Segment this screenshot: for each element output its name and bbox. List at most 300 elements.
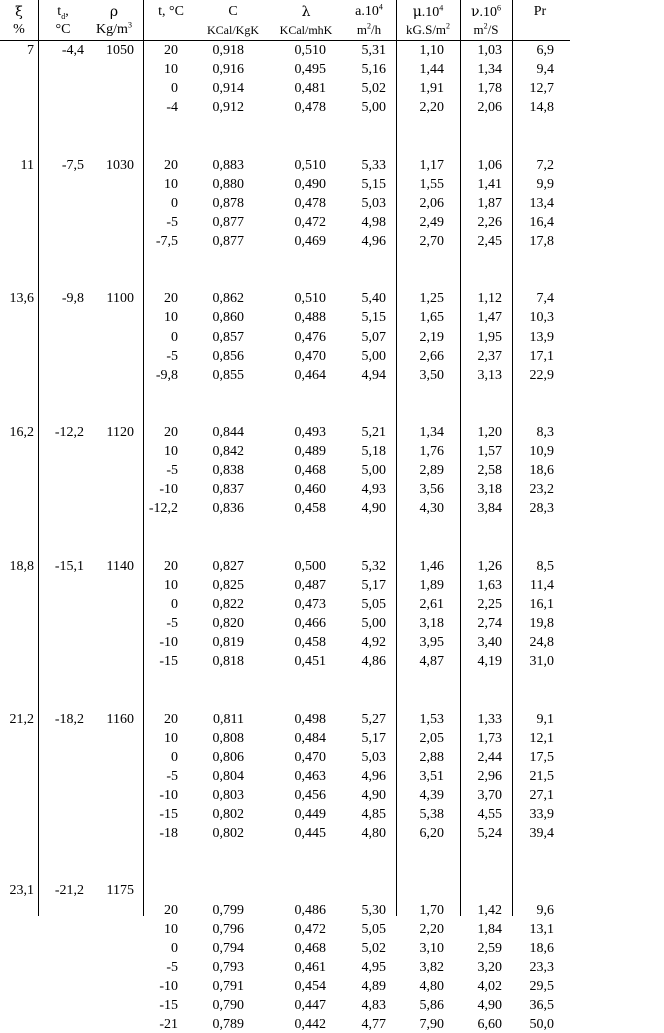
cell-pr: 33,9 [529,807,554,822]
cell-nu: 1,95 [477,329,502,345]
cell-t: 10 [164,310,178,326]
cell-t: 20 [164,558,178,574]
cell-pr: 13,4 [529,195,554,211]
cell-mu: 1,55 [419,176,444,192]
header-xi-unit: % [13,22,25,37]
cell-pr: 18,6 [529,940,554,956]
cell-nu: 3,13 [477,367,502,383]
cell-a: 4,90 [361,787,386,803]
header-a-unit-sup: 2 [367,21,371,31]
cell-nu: 4,90 [477,998,502,1013]
cell-a: 5,03 [361,195,386,211]
cell-c: 0,794 [212,940,244,956]
cell-c: 0,802 [212,807,244,822]
cell-nu: 3,70 [477,787,502,803]
cell-a: 5,15 [361,176,386,192]
header-td-suffix: , [65,4,69,19]
cell-td: -7,5 [61,157,84,173]
cell-lambda: 0,487 [294,577,326,593]
header-c [196,4,270,38]
cell-nu: 2,96 [477,768,502,784]
cell-td: -12,2 [54,425,84,440]
cell-a: 5,40 [361,291,386,307]
cell-c: 0,918 [212,43,244,58]
cell-mu: 1,65 [419,310,444,326]
cell-mu: 2,20 [419,921,444,937]
cell-lambda: 0,468 [294,940,326,956]
cell-mu: 4,30 [419,501,444,517]
cell-xi: 18,8 [9,558,34,574]
cell-a: 4,94 [361,367,386,383]
header-nu-unit-sup: 2 [483,21,488,31]
cell-pr: 24,8 [529,635,554,651]
cell-t: 0 [171,81,178,97]
cell-lambda: 0,458 [294,635,326,651]
cell-t: -10 [159,978,178,994]
header-a-unit: m [356,22,367,37]
header-lambda-unit: KCal/mhK [279,23,333,37]
cell-c: 0,877 [212,234,244,249]
cell-td: -9,8 [61,291,84,307]
column-divider [143,0,144,916]
header-td-unit: °C [55,22,71,37]
cell-t: 20 [164,157,178,173]
cell-c: 0,827 [212,558,244,574]
cell-t: -18 [159,826,178,842]
cell-lambda: 0,473 [294,596,326,612]
cell-a: 5,03 [361,749,386,765]
cell-c: 0,803 [212,787,244,803]
cell-a: 4,90 [361,501,386,517]
cell-a: 4,89 [361,978,386,994]
cell-a: 4,95 [361,959,386,975]
cell-nu: 4,55 [477,807,502,822]
cell-pr: 17,8 [529,234,554,249]
cell-a: 5,30 [361,902,386,918]
cell-t: -15 [159,807,178,822]
cell-lambda: 0,472 [294,214,326,230]
cell-nu: 1,42 [477,902,502,918]
cell-nu: 1,33 [477,711,502,727]
header-pr [512,4,568,22]
header-mu-unit: kG.S/m [405,22,447,37]
cell-lambda: 0,449 [294,807,326,822]
cell-a: 5,16 [361,62,386,78]
cell-mu: 3,51 [419,768,444,784]
cell-td: -21,2 [54,883,84,899]
cell-c: 0,790 [212,998,244,1013]
cell-a: 5,31 [361,43,386,58]
cell-lambda: 0,488 [294,310,326,326]
header-a-label: a.10 [355,4,379,19]
cell-nu: 2,58 [477,463,502,479]
cell-mu: 2,19 [419,329,444,345]
cell-t: -21 [159,1017,178,1033]
cell-mu: 2,49 [419,214,444,230]
header-nu-sup: 6 [497,3,501,13]
cell-c: 0,856 [212,348,244,364]
cell-a: 5,18 [361,444,386,460]
cell-nu: 2,44 [477,749,502,765]
cell-pr: 9,9 [536,176,554,192]
cell-pr: 27,1 [529,787,554,803]
header-nu-symbol: ν [470,4,480,20]
cell-a: 4,80 [361,826,386,842]
cell-a: 5,27 [361,711,386,727]
cell-nu: 2,25 [477,596,502,612]
cell-pr: 14,8 [529,100,554,116]
cell-pr: 16,1 [529,596,554,612]
cell-nu: 2,45 [477,234,502,249]
cell-pr: 17,5 [529,749,554,765]
cell-t: 10 [164,62,178,78]
cell-a: 5,17 [361,577,386,593]
cell-nu: 1,26 [477,558,502,574]
cell-rho: 1175 [106,883,134,899]
cell-lambda: 0,476 [294,329,326,345]
cell-a: 5,05 [361,921,386,937]
cell-lambda: 0,445 [294,826,326,842]
cell-c: 0,822 [212,596,244,612]
header-rho [86,4,142,38]
cell-xi: 23,1 [9,883,34,899]
cell-td: -18,2 [54,711,84,727]
cell-a: 5,00 [361,100,386,116]
cell-mu: 1,44 [419,62,444,78]
cell-c: 0,883 [212,157,244,173]
cell-c: 0,877 [212,214,244,230]
cell-mu: 3,56 [419,482,444,498]
cell-pr: 31,0 [529,654,554,670]
cell-c: 0,857 [212,329,244,345]
cell-mu: 4,39 [419,787,444,803]
cell-xi: 11 [20,157,34,173]
cell-c: 0,825 [212,577,244,593]
cell-lambda: 0,460 [294,482,326,498]
header-xi-symbol: ξ [15,4,23,20]
cell-rho: 1100 [106,291,134,307]
cell-t: -5 [166,768,178,784]
cell-t: 10 [164,577,178,593]
cell-pr: 21,5 [529,768,554,784]
cell-a: 5,33 [361,157,386,173]
cell-mu: 3,82 [419,959,444,975]
cell-td: -15,1 [54,558,84,574]
cell-nu: 2,26 [477,214,502,230]
cell-t: 20 [164,425,178,440]
cell-pr: 16,4 [529,214,554,230]
cell-nu: 1,47 [477,310,502,326]
cell-c: 0,799 [212,902,244,918]
cell-pr: 10,3 [529,310,554,326]
header-c-symbol: C [228,4,238,19]
cell-c: 0,791 [212,978,244,994]
cell-nu: 3,40 [477,635,502,651]
cell-xi: 13,6 [9,291,34,307]
header-mu-unit-sup: 2 [446,21,451,31]
cell-nu: 1,63 [477,577,502,593]
header-rule [0,40,570,41]
cell-mu: 1,46 [419,558,444,574]
cell-t: -5 [166,348,178,364]
cell-lambda: 0,469 [294,234,326,249]
cell-lambda: 0,447 [294,998,326,1013]
cell-nu: 3,84 [477,501,502,517]
cell-c: 0,880 [212,176,244,192]
cell-pr: 7,4 [536,291,554,307]
cell-lambda: 0,472 [294,921,326,937]
cell-a: 5,02 [361,940,386,956]
cell-a: 5,00 [361,616,386,631]
cell-c: 0,819 [212,635,244,651]
cell-lambda: 0,481 [294,81,326,97]
cell-mu: 2,89 [419,463,444,479]
cell-mu: 1,91 [419,81,444,97]
cell-nu: 1,03 [477,43,502,58]
cell-lambda: 0,442 [294,1017,326,1033]
cell-c: 0,802 [212,826,244,842]
cell-t: 0 [171,749,178,765]
cell-a: 5,15 [361,310,386,326]
header-t-label: t, °C [158,4,184,19]
cell-t: 10 [164,730,178,746]
cell-lambda: 0,498 [294,711,326,727]
cell-t: -5 [166,959,178,975]
cell-mu: 1,70 [419,902,444,918]
cell-lambda: 0,495 [294,62,326,78]
cell-a: 5,21 [361,425,386,440]
cell-pr: 13,1 [529,921,554,937]
cell-nu: 1,20 [477,425,502,440]
cell-nu: 6,60 [477,1017,502,1033]
cell-lambda: 0,454 [294,978,326,994]
cell-a: 4,96 [361,768,386,784]
cell-lambda: 0,510 [294,291,326,307]
column-divider [396,0,397,916]
cell-a: 5,00 [361,463,386,479]
cell-c: 0,855 [212,367,244,383]
cell-t: 10 [164,176,178,192]
cell-mu: 4,80 [419,978,444,994]
header-nu-unit-tail: /S [487,22,499,37]
cell-nu: 3,18 [477,482,502,498]
cell-nu: 1,34 [477,62,502,78]
cell-lambda: 0,489 [294,444,326,460]
cell-mu: 4,87 [419,654,444,670]
header-c-unit: KCal/KgK [207,23,259,37]
header-mu-label: .10 [421,5,440,20]
cell-xi: 16,2 [9,425,34,440]
cell-t: 10 [164,921,178,937]
cell-lambda: 0,458 [294,501,326,517]
cell-pr: 8,5 [536,558,554,574]
cell-pr: 12,7 [529,81,554,97]
cell-t: -7,5 [155,234,178,249]
cell-lambda: 0,451 [294,654,326,670]
cell-a: 4,83 [361,998,386,1013]
cell-c: 0,912 [212,100,244,116]
cell-pr: 29,5 [529,978,554,994]
cell-a: 4,92 [361,635,386,651]
header-mu [396,4,460,38]
cell-mu: 3,95 [419,635,444,651]
cell-c: 0,838 [212,463,244,479]
cell-c: 0,804 [212,768,244,784]
cell-mu: 1,53 [419,711,444,727]
column-divider [38,0,39,916]
cell-mu: 2,20 [419,100,444,116]
header-a-sup: 4 [378,2,383,12]
cell-mu: 1,76 [419,444,444,460]
cell-t: 20 [164,902,178,918]
cell-c: 0,789 [212,1017,244,1033]
cell-mu: 1,10 [419,43,444,58]
header-a [342,4,396,38]
cell-c: 0,820 [212,616,244,631]
cell-lambda: 0,468 [294,463,326,479]
cell-a: 5,17 [361,730,386,746]
cell-c: 0,837 [212,482,244,498]
cell-pr: 10,9 [529,444,554,460]
cell-lambda: 0,463 [294,768,326,784]
header-lambda-symbol: λ [301,4,311,20]
cell-lambda: 0,466 [294,616,326,631]
cell-mu: 3,18 [419,616,444,631]
cell-pr: 6,9 [536,43,554,58]
header-nu-unit: m [473,22,484,37]
cell-mu: 1,89 [419,577,444,593]
cell-lambda: 0,484 [294,730,326,746]
cell-lambda: 0,478 [294,195,326,211]
cell-mu: 5,86 [419,998,444,1013]
cell-c: 0,806 [212,749,244,765]
cell-a: 5,05 [361,596,386,612]
cell-t: -15 [159,998,178,1013]
cell-a: 5,32 [361,558,386,574]
cell-nu: 1,41 [477,176,502,192]
cell-nu: 2,06 [477,100,502,116]
cell-t: 0 [171,940,178,956]
header-rho-symbol: ρ [109,4,119,20]
cell-mu: 1,25 [419,291,444,307]
cell-nu: 4,02 [477,978,502,994]
cell-rho: 1160 [106,711,134,727]
header-lambda [270,4,342,38]
cell-nu: 1,87 [477,195,502,211]
cell-c: 0,836 [212,501,244,517]
header-td [40,4,86,38]
cell-pr: 9,6 [536,902,554,918]
cell-lambda: 0,510 [294,43,326,58]
cell-pr: 8,3 [536,425,554,440]
cell-nu: 1,57 [477,444,502,460]
cell-a: 4,96 [361,234,386,249]
cell-c: 0,860 [212,310,244,326]
cell-c: 0,796 [212,921,244,937]
cell-lambda: 0,493 [294,425,326,440]
cell-pr: 22,9 [529,367,554,383]
cell-mu: 2,05 [419,730,444,746]
cell-a: 4,85 [361,807,386,822]
cell-c: 0,844 [212,425,244,440]
cell-t: 20 [164,291,178,307]
cell-a: 5,00 [361,348,386,364]
cell-a: 4,93 [361,482,386,498]
cell-nu: 2,59 [477,940,502,956]
cell-pr: 9,1 [536,711,554,727]
cell-mu: 1,34 [419,425,444,440]
cell-lambda: 0,510 [294,157,326,173]
cell-rho: 1120 [106,425,134,440]
cell-nu: 1,06 [477,157,502,173]
cell-a: 4,98 [361,214,386,230]
cell-mu: 5,38 [419,807,444,822]
header-a-unit-tail: /h [371,22,382,37]
cell-c: 0,793 [212,959,244,975]
cell-c: 0,818 [212,654,244,670]
cell-t: -10 [159,482,178,498]
cell-lambda: 0,456 [294,787,326,803]
cell-nu: 5,24 [477,826,502,842]
cell-pr: 9,4 [536,62,554,78]
cell-pr: 28,3 [529,501,554,517]
cell-pr: 13,9 [529,329,554,345]
header-rho-unit-sup: 3 [127,20,132,30]
cell-td: -4,4 [61,43,84,58]
cell-mu: 2,70 [419,234,444,249]
header-td-sub: d [61,11,66,21]
cell-t: -5 [166,463,178,479]
column-divider [460,0,461,916]
cell-lambda: 0,470 [294,749,326,765]
cell-t: 10 [164,444,178,460]
cell-pr: 23,3 [529,959,554,975]
cell-t: -5 [166,616,178,631]
cell-t: -10 [159,787,178,803]
cell-lambda: 0,470 [294,348,326,364]
cell-nu: 1,84 [477,921,502,937]
cell-mu: 6,20 [419,826,444,842]
cell-mu: 7,90 [419,1017,444,1033]
cell-t: 0 [171,596,178,612]
cell-pr: 17,1 [529,348,554,364]
cell-pr: 11,4 [530,577,554,593]
cell-pr: 7,2 [536,157,554,173]
header-nu [460,4,512,38]
cell-rho: 1050 [106,43,134,58]
cell-rho: 1030 [106,157,134,173]
cell-t: -12,2 [148,501,178,517]
cell-t: -5 [166,214,178,230]
cell-c: 0,842 [212,444,244,460]
cell-nu: 2,74 [477,616,502,631]
cell-mu: 1,17 [419,157,444,173]
cell-pr: 50,0 [529,1017,554,1033]
cell-lambda: 0,500 [294,558,326,574]
cell-t: 0 [171,195,178,211]
cell-pr: 12,1 [529,730,554,746]
cell-pr: 23,2 [529,482,554,498]
cell-c: 0,811 [213,711,244,727]
cell-mu: 3,50 [419,367,444,383]
cell-pr: 39,4 [529,826,554,842]
cell-t: -9,8 [155,367,178,383]
cell-c: 0,808 [212,730,244,746]
header-rho-unit: Kg/m [96,22,128,37]
cell-t: -15 [159,654,178,670]
cell-pr: 19,8 [529,616,554,631]
cell-lambda: 0,490 [294,176,326,192]
